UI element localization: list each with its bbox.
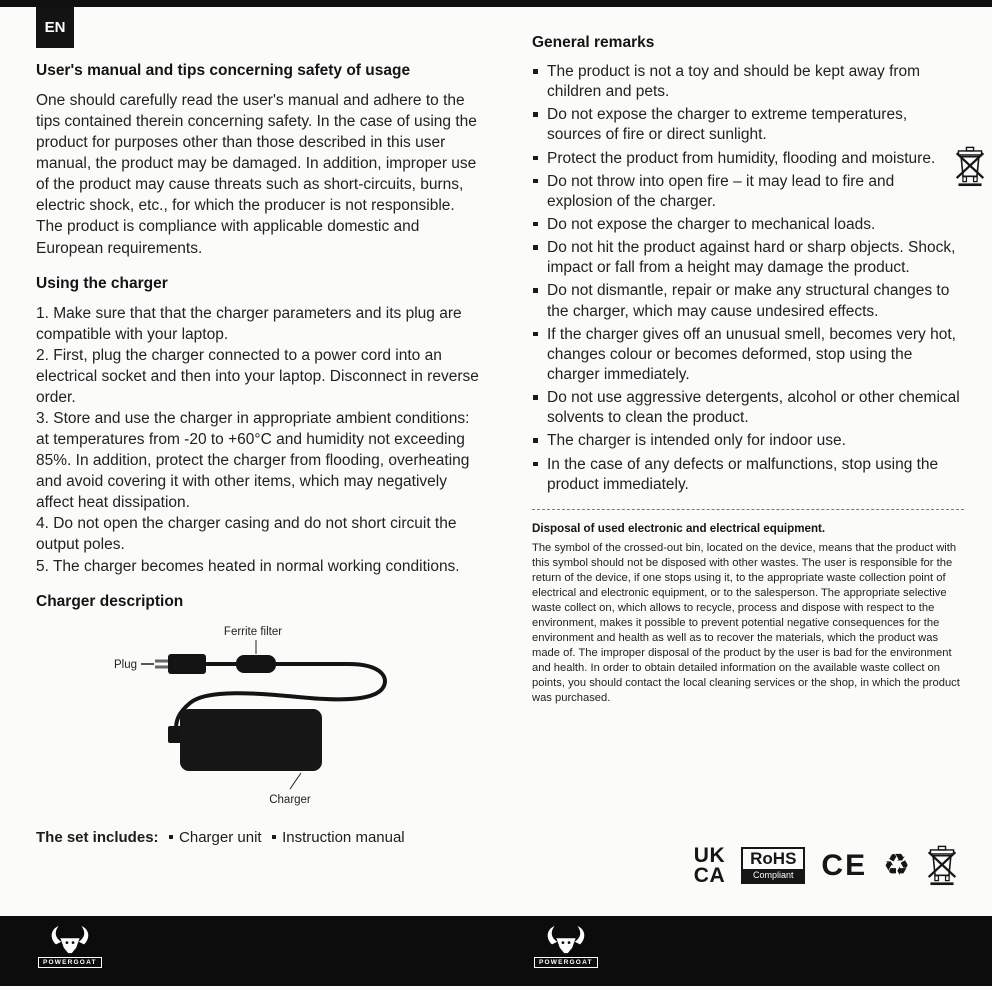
left-column <box>36 62 482 846</box>
set-item-label: Charger unit <box>179 828 262 846</box>
remark-item: In the case of any defects or malfunctions, stop using the product immediately. <box>532 455 964 495</box>
diagram-label-ferrite: Ferrite filter <box>223 625 283 638</box>
set-includes-label: The set includes: <box>36 828 159 846</box>
ce-mark: CE <box>821 848 868 882</box>
safety-heading: User's manual and tips concerning safety of usage <box>36 62 411 79</box>
safety-paragraph: One should carefully read the user's manual and adhere to the tips contained therein concerning safety. In the case of using the product for purposes other than those described in this user manual, the product may be damaged. In addition, improper use of the product may cause threats such as short-circuits, burns, electric shock, etc., for which the producer is not responsible. The product is compliance with applicable domestic and European requirements. <box>36 92 477 257</box>
bullet-square-icon <box>272 835 277 840</box>
remarks-list <box>532 62 964 495</box>
disposal-heading: Disposal of used electronic and electrical equipment. <box>532 521 826 535</box>
language-badge: EN <box>36 7 74 48</box>
goat-head-icon <box>49 925 91 955</box>
using-steps <box>36 303 482 577</box>
description-heading: Charger description <box>36 592 184 610</box>
step-item: 4. Do not open the charger casing and do not short circuit the output poles. <box>36 515 457 554</box>
diagram-label-charger: Charger <box>269 793 311 806</box>
ukca-bottom: CA <box>693 863 726 887</box>
set-includes <box>36 829 482 846</box>
diagram-label-plug: Plug <box>113 658 137 671</box>
powergoat-logo <box>38 925 102 968</box>
top-bar <box>0 0 992 7</box>
recycle-icon: ♻ <box>883 848 910 882</box>
disposal-paragraph: The symbol of the crossed-out bin, located on the device, means that the product with this symbol should not be disposed with other wastes. The user is responsible for the return of the device, if one stops using it, to the appropriate waste collection point of electrical and electronic equipment, or to the salesperson. The appropriate selective waste collect on, which allows to recycle, process and dispose with respect to the environment, makes it possible to prevent potential negative consequences for the environment and health as well as to recover the materials, which the product was made of. The improper disposal of the product by the user is bad for the environment and health. In order to obtain detailed information on the available waste collect on points, you should contact the local cleaning services or the shop, in which the product was purchased. <box>532 541 960 704</box>
plug-pin <box>155 665 168 668</box>
remark-item: Do not dismantle, repair or make any structural changes to the charger, which may cause undesired effects. <box>532 281 964 321</box>
ferrite-filter-shape <box>236 655 276 673</box>
charger-body <box>180 709 322 771</box>
footer-bar <box>0 916 992 986</box>
remark-item: Do not use aggressive detergents, alcohol or other chemical solvents to clean the product. <box>532 388 964 428</box>
charger-strain-relief <box>168 726 182 743</box>
brand-label: POWERGOAT <box>38 957 102 968</box>
set-item <box>272 829 405 846</box>
remark-item: If the charger gives off an unusual smell, becomes very hot, changes colour or becomes deformed, stop using the charger immediately. <box>532 325 964 385</box>
ukca-top: UK <box>693 844 726 868</box>
step-item: 2. First, plug the charger connected to a power cord into an electrical socket and then into your laptop. Disconnect in reverse order. <box>36 346 479 406</box>
right-column <box>532 34 964 706</box>
remark-item: Do not expose the charger to mechanical loads. <box>532 215 964 235</box>
ukca-mark <box>694 846 725 885</box>
remark-item: Do not hit the product against hard or sharp objects. Shock, impact or fall from a height may damage the product. <box>532 238 964 278</box>
remark-item: The charger is intended only for indoor use. <box>532 431 964 451</box>
rohs-title: RoHS <box>750 849 797 868</box>
remarks-heading: General remarks <box>532 34 655 51</box>
goat-head-icon <box>545 925 587 955</box>
step-item: 5. The charger becomes heated in normal working conditions. <box>36 557 460 575</box>
weee-crossed-bin-icon-margin <box>954 146 986 187</box>
charger-diagram <box>38 621 458 811</box>
weee-crossed-bin-icon <box>926 845 958 886</box>
plug-pin <box>155 659 168 662</box>
step-item: 3. Store and use the charger in appropriate ambient conditions: at temperatures from -20 to +60°C and humidity not exceeding 85%. In addition, protect the charger from flooding, overheating and avoid covering it with other items, which may negatively affect heat dissipation. <box>36 410 470 512</box>
step-item: 1. Make sure that that the charger parameters and its plug are compatible with your laptop. <box>36 304 462 343</box>
brand-label: POWERGOAT <box>534 957 598 968</box>
rohs-mark <box>741 847 805 884</box>
powergoat-logo <box>534 925 598 968</box>
remark-item: Do not throw into open fire – it may lead to fire and explosion of the charger. <box>532 172 964 212</box>
compliance-marks <box>694 845 958 886</box>
dashed-divider <box>532 509 964 510</box>
set-item <box>169 829 262 846</box>
remark-item: Protect the product from humidity, flooding and moisture. <box>532 149 964 169</box>
remark-item: Do not expose the charger to extreme temperatures, sources of fire or direct sunlight. <box>532 105 964 145</box>
bullet-square-icon <box>169 835 174 840</box>
rohs-subtitle: Compliant <box>743 869 803 882</box>
plug-body <box>168 654 206 674</box>
using-heading: Using the charger <box>36 274 168 292</box>
set-item-label: Instruction manual <box>282 828 405 846</box>
remark-item: The product is not a toy and should be kept away from children and pets. <box>532 62 964 102</box>
